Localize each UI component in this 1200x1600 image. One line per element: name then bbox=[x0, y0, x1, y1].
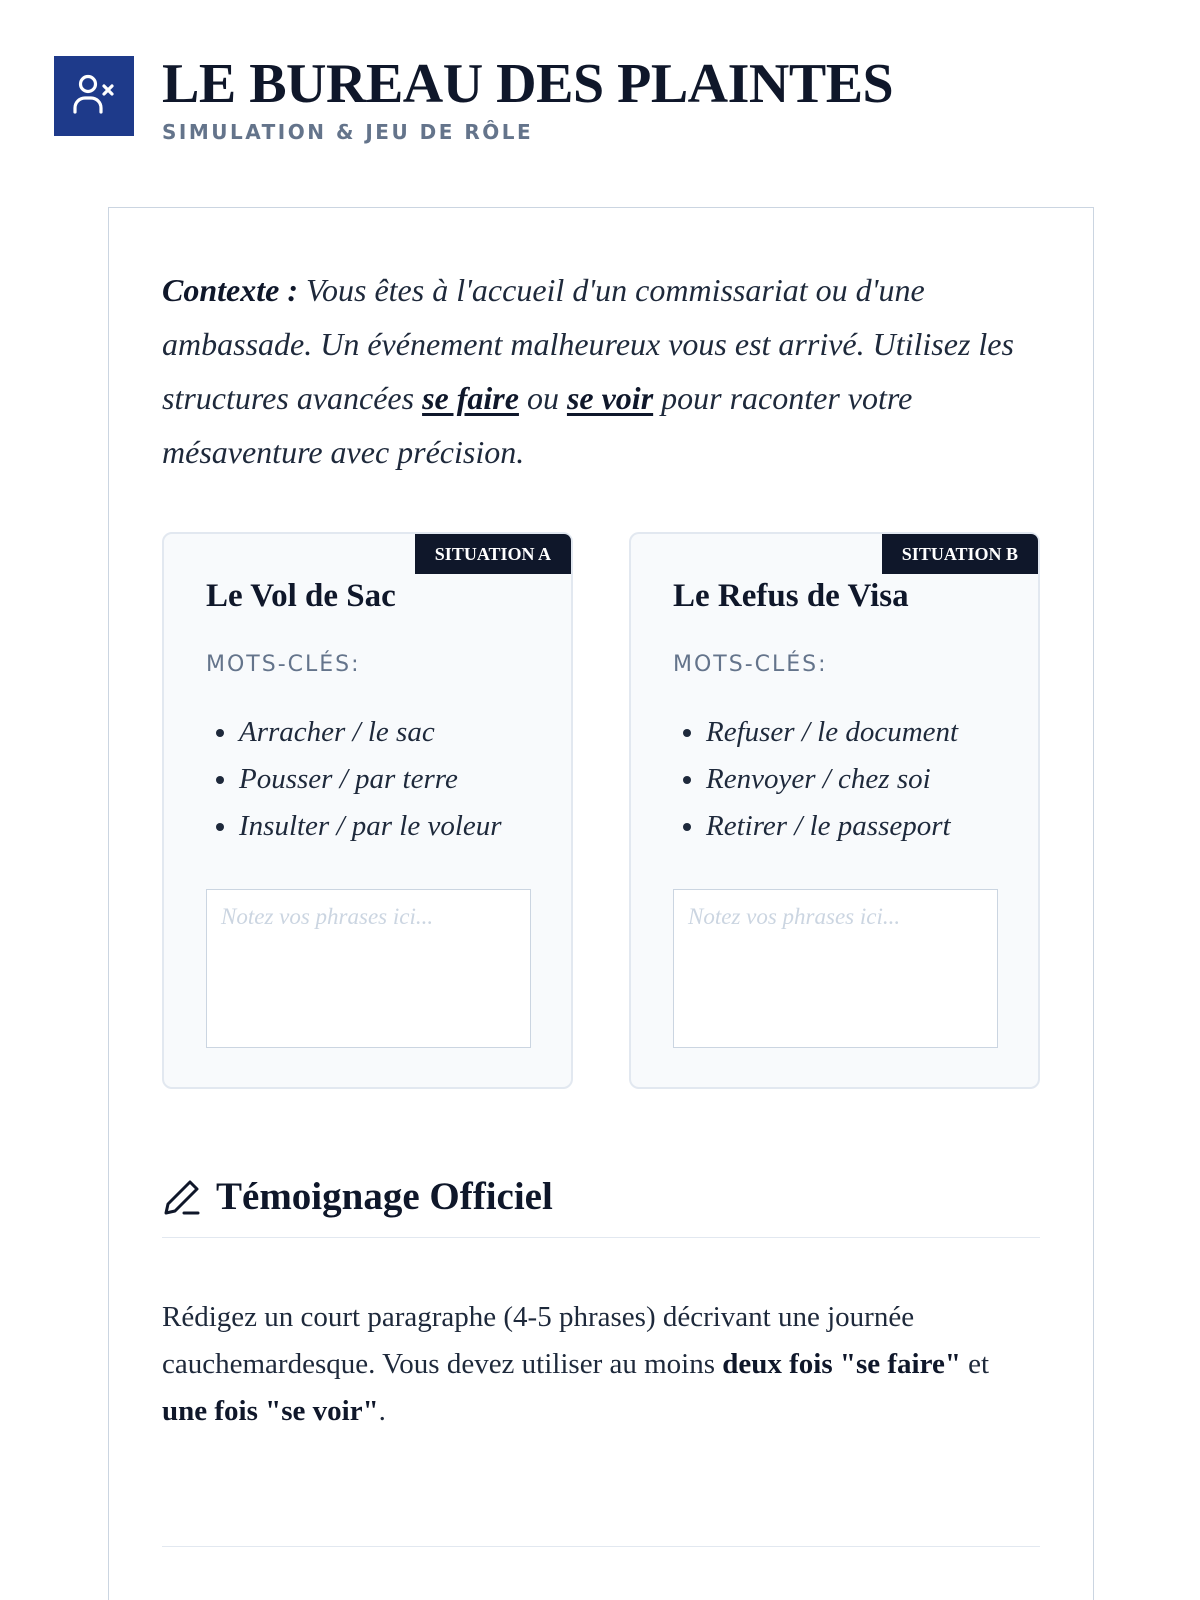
keywords-label: MOTS-CLÉS: bbox=[206, 652, 361, 677]
testimony-instructions bbox=[162, 1294, 1040, 1435]
header-titles bbox=[162, 52, 893, 144]
writing-line bbox=[162, 1546, 1040, 1548]
instructions-bold-1: deux fois "se faire" bbox=[722, 1348, 961, 1380]
keyword-se-voir: se voir bbox=[566, 380, 654, 416]
situation-card-a bbox=[162, 532, 573, 1089]
pen-icon bbox=[162, 1176, 204, 1218]
logo bbox=[54, 56, 134, 136]
keywords-list bbox=[206, 709, 502, 850]
keyword-item: • Pousser / par terre bbox=[239, 756, 502, 803]
keywords-label: MOTS-CLÉS: bbox=[673, 652, 828, 677]
testimony-title: Témoignage Officiel bbox=[216, 1175, 553, 1218]
user-x-icon bbox=[70, 70, 118, 123]
testimony-header bbox=[162, 1174, 1040, 1238]
keywords-list bbox=[673, 709, 958, 850]
instructions-text-3: . bbox=[378, 1395, 386, 1427]
keyword-item: • Renvoyer / chez soi bbox=[706, 756, 958, 803]
situations-grid bbox=[162, 532, 1040, 1089]
keyword-item: • Refuser / le document bbox=[706, 709, 958, 756]
context-label: Contexte : bbox=[162, 272, 298, 308]
instructions-text-1: Rédigez un court paragraphe (4-5 phrases) décrivant une journée cauchemardesque. Vous devez utiliser au moins bbox=[162, 1301, 915, 1380]
context-paragraph bbox=[162, 263, 1040, 479]
main-content bbox=[162, 263, 1040, 1548]
keyword-item: • Retirer / le passeport bbox=[706, 803, 958, 850]
page-title: LE BUREAU DES PLAINTES bbox=[162, 53, 894, 115]
keyword-item: • Insulter / par le voleur bbox=[239, 803, 502, 850]
page-subtitle: SIMULATION & JEU DE RÔLE bbox=[162, 120, 534, 144]
situation-badge: SITUATION B bbox=[882, 534, 1038, 574]
keyword-se-faire: se faire bbox=[422, 380, 519, 416]
main-card bbox=[108, 207, 1094, 1600]
situation-title: Le Refus de Visa bbox=[673, 578, 909, 614]
situation-card-b bbox=[629, 532, 1040, 1089]
context-text-1: Vous êtes à l'accueil d'un commissariat ou d'une ambassade. Un événement malheureux vous est arrivé. Utilisez les structures avancées bbox=[162, 272, 1014, 416]
context-text-2: ou bbox=[518, 380, 567, 416]
page-header bbox=[54, 53, 894, 144]
instructions-text-2: et bbox=[960, 1348, 990, 1380]
situation-title: Le Vol de Sac bbox=[206, 578, 396, 614]
notes-textarea-b[interactable] bbox=[673, 889, 998, 1048]
keyword-item: • Arracher / le sac bbox=[239, 709, 502, 756]
notes-textarea-a[interactable] bbox=[206, 889, 531, 1048]
context-text-3: pour raconter votre mésaventure avec précision. bbox=[162, 380, 913, 470]
situation-badge: SITUATION A bbox=[415, 534, 571, 574]
instructions-bold-2: une fois "se voir" bbox=[162, 1395, 379, 1427]
